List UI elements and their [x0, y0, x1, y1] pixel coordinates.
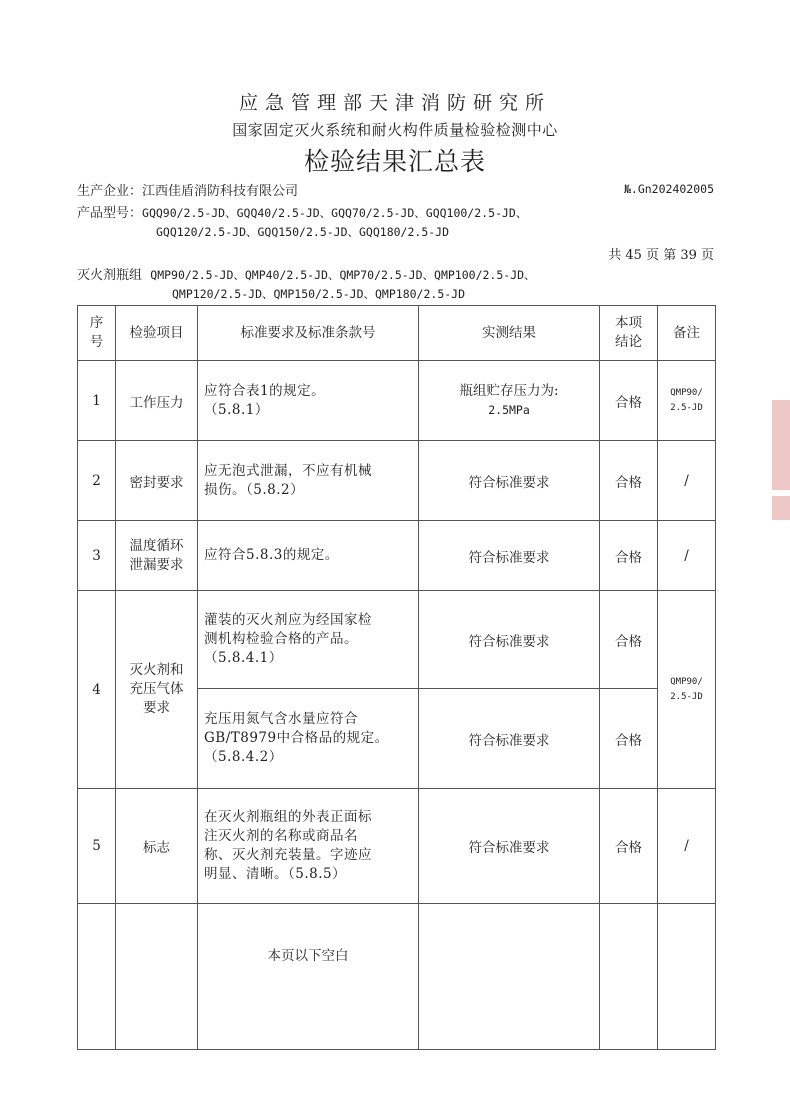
row-remark: QMP90/ 2.5-JD	[658, 591, 716, 789]
row-result: 符合标准要求	[419, 521, 600, 591]
row-no: 3	[78, 521, 116, 591]
row-no: 1	[78, 361, 116, 441]
row-item: 灭火剂和 充压气体 要求	[116, 591, 198, 789]
table-row	[78, 789, 716, 904]
row-conclusion: 合格	[600, 441, 658, 521]
table-row	[78, 521, 716, 591]
row-requirement: 灌装的灭火剂应为经国家检 测机构检验合格的产品。 （5.8.4.1）	[198, 591, 419, 689]
row-result: 符合标准要求	[419, 441, 600, 521]
model-label: 产品型号：	[77, 206, 143, 221]
header-item: 检验项目	[116, 306, 198, 361]
manufacturer-value: 江西佳盾消防科技有限公司	[142, 184, 299, 199]
row-requirement: 应无泡式泄漏，不应有机械 损伤。（5.8.2）	[198, 441, 419, 521]
row-item: 工作压力	[116, 361, 198, 441]
header-conclusion: 本项 结论	[600, 306, 658, 361]
row-conclusion: 合格	[600, 361, 658, 441]
row-no: 2	[78, 441, 116, 521]
results-table	[77, 305, 716, 1050]
row-requirement: 应符合5.8.3的规定。	[198, 521, 419, 591]
org-name: 应急管理部天津消防研究所	[238, 92, 551, 114]
cylinders-line-2: QMP120/2.5-JD、QMP150/2.5-JD、QMP180/2.5-JD	[172, 287, 466, 301]
document-title: 检验结果汇总表	[303, 147, 486, 176]
cylinders-line-1: QMP90/2.5-JD、QMP40/2.5-JD、QMP70/2.5-JD、QMP100/2.5-JD、	[150, 268, 536, 282]
model-row	[77, 202, 527, 221]
row-requirement: 充压用氮气含水量应符合 GB/T8979中合格品的规定。 （5.8.4.2）	[198, 689, 419, 789]
row-conclusion: 合格	[600, 689, 658, 789]
row-requirement: 在灭火剂瓶组的外表正面标 注灭火剂的名称或商品名 称、灭火剂充装量。字迹应 明显、清晰。（5.8.5）	[198, 789, 419, 904]
table-header-row	[78, 306, 716, 361]
row-no: 5	[78, 789, 116, 904]
blank-row	[78, 904, 716, 1050]
header-remark: 备注	[658, 306, 716, 361]
row-result: 符合标准要求	[419, 689, 600, 789]
row-result: 瓶组贮存压力为: 2.5MPa	[419, 361, 600, 441]
manufacturer-label: 生产企业：	[77, 184, 143, 199]
row-conclusion: 合格	[600, 521, 658, 591]
row-remark: /	[658, 521, 716, 591]
models-line-2: GQQ120/2.5-JD、GQQ150/2.5-JD、GQQ180/2.5-JD	[156, 225, 450, 239]
row-item: 温度循环 泄漏要求	[116, 521, 198, 591]
header-standard: 标准要求及标准条款号	[198, 306, 419, 361]
table-row	[78, 361, 716, 441]
table-row	[78, 591, 716, 689]
cylinder-row	[77, 264, 536, 283]
row-result: 符合标准要求	[419, 591, 600, 689]
row-remark: /	[658, 789, 716, 904]
cylinder-label: 灭火剂瓶组	[77, 268, 143, 283]
row-result: 符合标准要求	[419, 789, 600, 904]
row-item: 标志	[116, 789, 198, 904]
table-row	[78, 441, 716, 521]
manufacturer-row	[77, 180, 298, 199]
seal-edge-mark	[772, 400, 790, 490]
row-conclusion: 合格	[600, 591, 658, 689]
header-no: 序 号	[78, 306, 116, 361]
seal-edge-mark	[772, 496, 790, 520]
row-item: 密封要求	[116, 441, 198, 521]
header-result: 实测结果	[419, 306, 600, 361]
center-name: 国家固定灭火系统和耐火构件质量检验检测中心	[232, 121, 558, 139]
row-conclusion: 合格	[600, 789, 658, 904]
row-requirement: 应符合表1的规定。 （5.8.1）	[198, 361, 419, 441]
page-info: 共 45 页 第 39 页	[608, 248, 714, 263]
row-remark: /	[658, 441, 716, 521]
blank-note: 本页以下空白	[198, 904, 419, 1050]
row-no: 4	[78, 591, 116, 789]
models-line-1: GQQ90/2.5-JD、GQQ40/2.5-JD、GQQ70/2.5-JD、GQQ100/2.5-JD、	[142, 206, 528, 220]
row-remark: QMP90/ 2.5-JD	[658, 361, 716, 441]
report-number: №.Gn202402005	[623, 182, 714, 196]
